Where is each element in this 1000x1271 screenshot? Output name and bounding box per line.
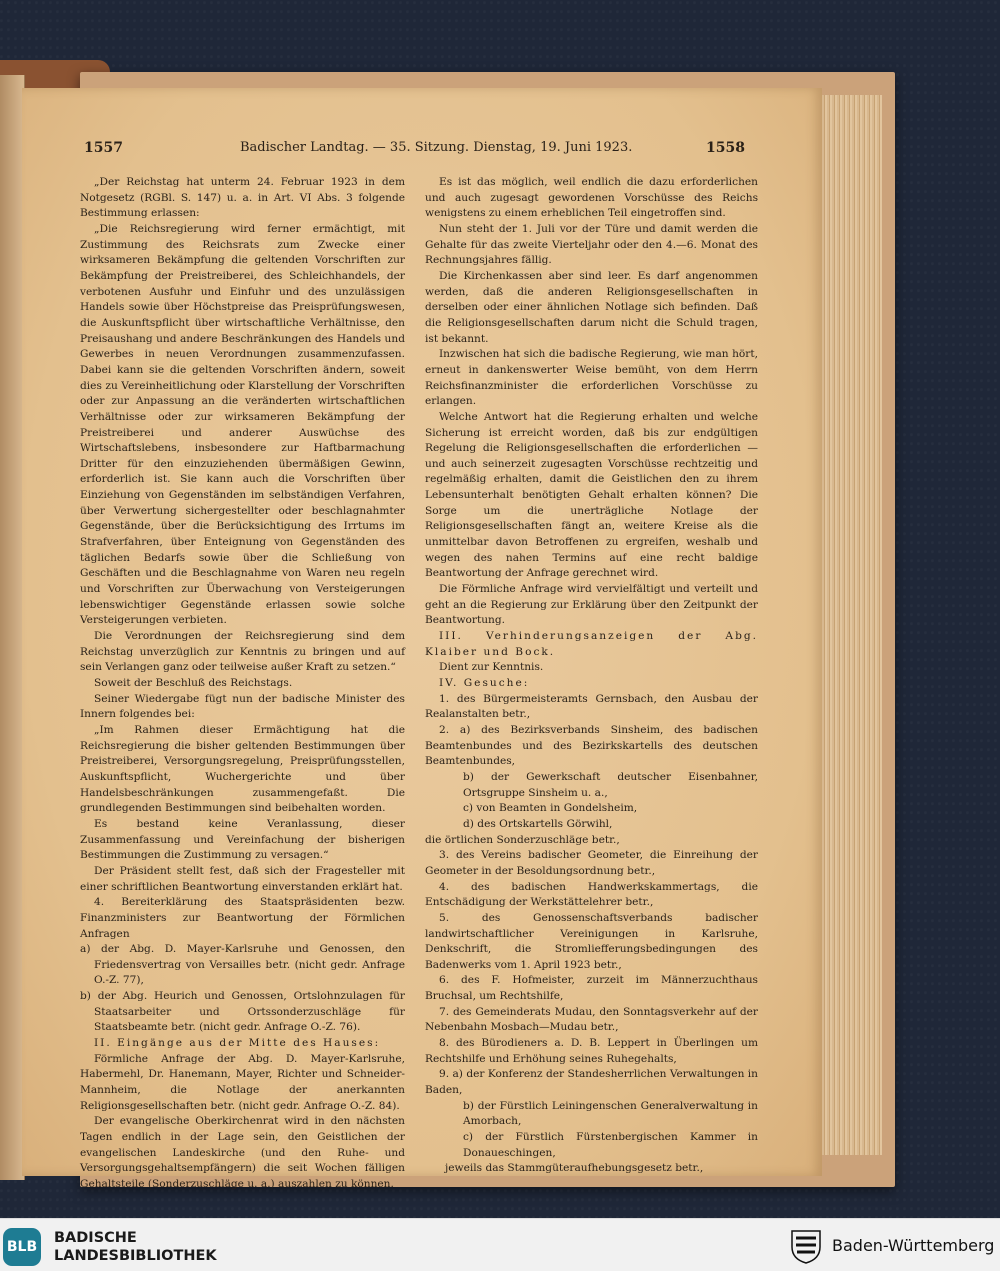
page-number-right: 1558: [706, 140, 745, 156]
paragraph: Inzwischen hat sich die badische Regierung, wie man hört, erneut in dankenswerter Weise bemüht, von dem Herrn Reichsfinanzminister die erforderlichen Vorschüsse zu erlangen.: [425, 348, 758, 408]
list-item: 3. des Vereins badischer Geometer, die Einreihung der Geometer in der Besoldungsordnung betr.,: [425, 849, 758, 877]
list-item: 5. des Genossenschaftsverbands badischer landwirtschaftlicher Vereinigungen in Karlsruhe, Denkschrift, die Stromliefferungsbedingungen des Badenwerks vom 1. April 1923 betr.,: [425, 911, 758, 971]
list-item: 2. a) des Bezirksverbands Sinsheim, des badischen Beamtenbundes und des Bezirkskartells des deutschen Beamtenbundes,: [425, 723, 758, 768]
list-item: 8. des Bürodieners a. D. B. Leppert in Überlingen um Rechtshilfe und Erhöhung seines Ruhegehalts,: [425, 1037, 758, 1065]
list-item: c) der Fürstlich Fürstenbergischen Kammer in Donaueschingen,: [463, 1131, 758, 1159]
library-name-line1: BADISCHE: [54, 1230, 137, 1246]
list-item: 6. des F. Hofmeister, zurzeit im Männerzuchthaus Bruchsal, um Rechtshilfe,: [425, 974, 758, 1003]
paragraph: Nun steht der 1. Juli vor der Türe und damit werden die Gehalte für das zweite Vierteljahr oder den 4.—6. Monat des Rechnungsjahres fällig.: [425, 222, 758, 267]
list-item: d) des Ortskartells Görwihl,: [463, 817, 613, 830]
paragraph: 4. Bereiterklärung des Staatspräsidenten bezw. Finanzministers zur Beantwortung der Förmlichen Anfragen: [80, 896, 405, 940]
list-item: 1. des Bürgermeisteramts Gernsbach, den Ausbau der Realanstalten betr.,: [425, 692, 758, 721]
paragraph: Dient zur Kenntnis.: [439, 661, 544, 674]
list-item: jeweils das Stammgüteraufhebungsgesetz betr.,: [445, 1162, 704, 1175]
section-heading: III. Verhinderungsanzeigen der Abg. Klaiber und Bock.: [425, 630, 758, 658]
paragraph: Welche Antwort hat die Regierung erhalten und welche Sicherung ist erreicht worden, daß bis zur endgültigen Regelung die Religionsgesellschaften die erforderlichen — und auch seinerzeit zugesagten Vorschüsse rechtzeitig und regelmäßig erhalten, damit die Geistlichen den zu ihrem Lebensunterhalt benötigten Gehalt erhalten können? Die Sorge um die unerträgliche Notlage der Religionsgesellschaften fängt an, weitere Kreise als die unmittelbar davon Betroffenen zu ergreifen, weshalb und wegen des nahen Termins auf eine recht baldige Beantwortung der Anfrage gerechnet wird.: [425, 410, 758, 580]
right-column: [425, 175, 758, 1177]
list-item: 4. des badischen Handwerkskammertags, die Entschädigung der Werkstättelehrer betr.,: [425, 880, 758, 909]
library-name-line2: LANDESBIBLIOTHEK: [54, 1248, 217, 1264]
state-logo-text[interactable]: Baden-Württemberg: [832, 1236, 995, 1255]
paragraph: Es bestand keine Veranlassung, dieser Zusammenfassung und Vereinfachung der bisherigen Bestimmungen die Zustimmung zu versagen.“: [80, 817, 405, 862]
paragraph: Soweit der Beschluß des Reichstags.: [94, 677, 293, 689]
paragraph: Die Kirchenkassen aber sind leer. Es darf angenommen werden, daß die anderen Religionsgesellschaften in derselben oder einer ähnlichen Notlage sich befinden. Daß die Religionsgesellschaften darum nicht die Schuld tragen, ist bekannt.: [425, 269, 758, 345]
list-item: die örtlichen Sonderzuschläge betr.,: [425, 833, 620, 846]
page-number-left: 1557: [84, 140, 123, 156]
list-item: a) der Abg. D. Mayer-Karlsruhe und Genossen, den Friedensvertrag von Versailles betr. (nicht gedr. Anfrage O.-Z. 77),: [80, 943, 405, 987]
list-item: b) der Abg. Heurich und Genossen, Ortslohnzulagen für Staatsarbeiter und Ortssonderzuschläge für Staatsbeamte betr. (nicht gedr. Anfrage O.-Z. 76).: [80, 990, 405, 1034]
list-item: b) der Fürstlich Leiningenschen Generalverwaltung in Amorbach,: [463, 1099, 758, 1128]
paragraph: Die Verordnungen der Reichsregierung sind dem Reichstag unverzüglich zur Kenntnis zu bringen und auf sein Verlangen ganz oder teilweise außer Kraft zu setzen.“: [80, 630, 405, 674]
list-item: b) der Gewerkschaft deutscher Eisenbahner, Ortsgruppe Sinsheim u. a.,: [463, 770, 758, 799]
section-heading: II. Eingänge aus der Mitte des Hauses:: [94, 1037, 381, 1050]
paragraph: Seiner Wiedergabe fügt nun der badische Minister des Innern folgendes bei:: [80, 692, 405, 721]
blb-logo[interactable]: BLB: [3, 1228, 41, 1266]
paragraph: Der Präsident stellt fest, daß sich der Fragesteller mit einer schriftlichen Beantwortung einverstanden erklärt hat.: [80, 864, 405, 893]
library-name[interactable]: [54, 1229, 217, 1265]
page-stack-edge: [812, 95, 882, 1155]
paragraph: Förmliche Anfrage der Abg. D. Mayer-Karlsruhe, Habermehl, Dr. Hanemann, Mayer, Richter und Schneider-Mannheim, die Notlage der anerkannten Religionsgesellschaften betr. (nicht gedr. Anfrage O.-Z. 84).: [80, 1052, 405, 1112]
paragraph: Die Förmliche Anfrage wird vervielfältigt und verteilt und geht an die Regierung zur Erklärung über den Zeitpunkt der Beantwortung.: [425, 583, 758, 627]
running-title: Badischer Landtag. — 35. Sitzung. Dienstag, 19. Juni 1923.: [240, 140, 633, 155]
left-column: [80, 175, 405, 1193]
list-item: 7. des Gemeinderats Mudau, den Sonntagsverkehr auf der Nebenbahn Mosbach—Mudau betr.,: [425, 1005, 758, 1034]
list-item: c) von Beamten in Gondelsheim,: [463, 802, 638, 815]
paragraph: Es ist das möglich, weil endlich die dazu erforderlichen und auch zugesagt gewordenen Vorschüsse des Reichs wenigstens zu einem erheblichen Teil eingetroffen sind.: [425, 176, 758, 220]
coat-of-arms-icon: [788, 1227, 824, 1265]
list-item: 9. a) der Konferenz der Standesherrlichen Verwaltungen in Baden,: [425, 1068, 758, 1097]
section-heading: IV. Gesuche:: [439, 677, 530, 689]
paragraph: „Die Reichsregierung wird ferner ermächtigt, mit Zustimmung des Reichsrats zum Zwecke einer wirksameren Bekämpfung die geltenden Vorschriften zur Bekämpfung der Preistreiberei, des Schleichhandels, der verbotenen Ausfuhr und Einfuhr und des unzulässigen Handels sowie über Höchstpreise das Preisprüfungswesen, die Auskunftspflicht über wirtschaftliche Verhältnisse, den Preisaushang und andere Beschränkungen des Handels und Gewerbes in neuen Verordnungen zusammenzufassen. Dabei kann sie die geltenden Vorschriften ändern, soweit dies zu Vereinheitlichung oder Klarstellung der Vorschriften oder zur Anpassung an die veränderten wirtschaftlichen Verhältnisse oder zur wirksameren Bekämpfung der Preistreiberei und anderer Auswüchse des Wirtschaftslebens, insbesondere zur Haftbarmachung Dritter für den einzuziehenden übermäßigen Gewinn, erforderlich ist. Sie kann auch die Vorschriften über Einziehung von Gegenständen im selbständigen Verfahren, über Verwertung sichergestellter oder beschlagnahmter Gegenstände, über die Berücksichtigung des Irrtums im Strafverfahren, über Enteignung von Gegenständen des täglichen Bedarfs sowie über die Schließung von Geschäften und die Beschlagnahme von Waren neu regeln und Vorschriften zur Überwachung von Versteigerungen lebenswichtiger Gegenstände erlassen sowie solche Versteigerungen verbieten.: [80, 222, 405, 627]
footer-bar: [0, 1218, 1000, 1271]
paragraph: Der evangelische Oberkirchenrat wird in den nächsten Tagen endlich in der Lage sein, den Geistlichen der evangelischen Landeskirche (und den Ruhe- und Versorgungsgehaltsempfängern) die seit Wochen fälligen Gehaltsteile (Sonderzuschläge u. a.) auszahlen zu können.: [80, 1115, 405, 1190]
paragraph: „Im Rahmen dieser Ermächtigung hat die Reichsregierung die bisher geltenden Bestimmungen über Preistreiberei, Versorgungsregelung, Preisprüfungsstellen, Auskunftspflicht, Wuchergerichte und über Handelsbeschränkungen zusammengefaßt. Die grundlegenden Bestimmungen sind beibehalten worden.: [80, 723, 405, 815]
paragraph: „Der Reichstag hat unterm 24. Februar 1923 in dem Notgesetz (RGBl. S. 147) u. a. in Art. VI Abs. 3 folgende Bestimmung erlassen:: [80, 176, 405, 220]
